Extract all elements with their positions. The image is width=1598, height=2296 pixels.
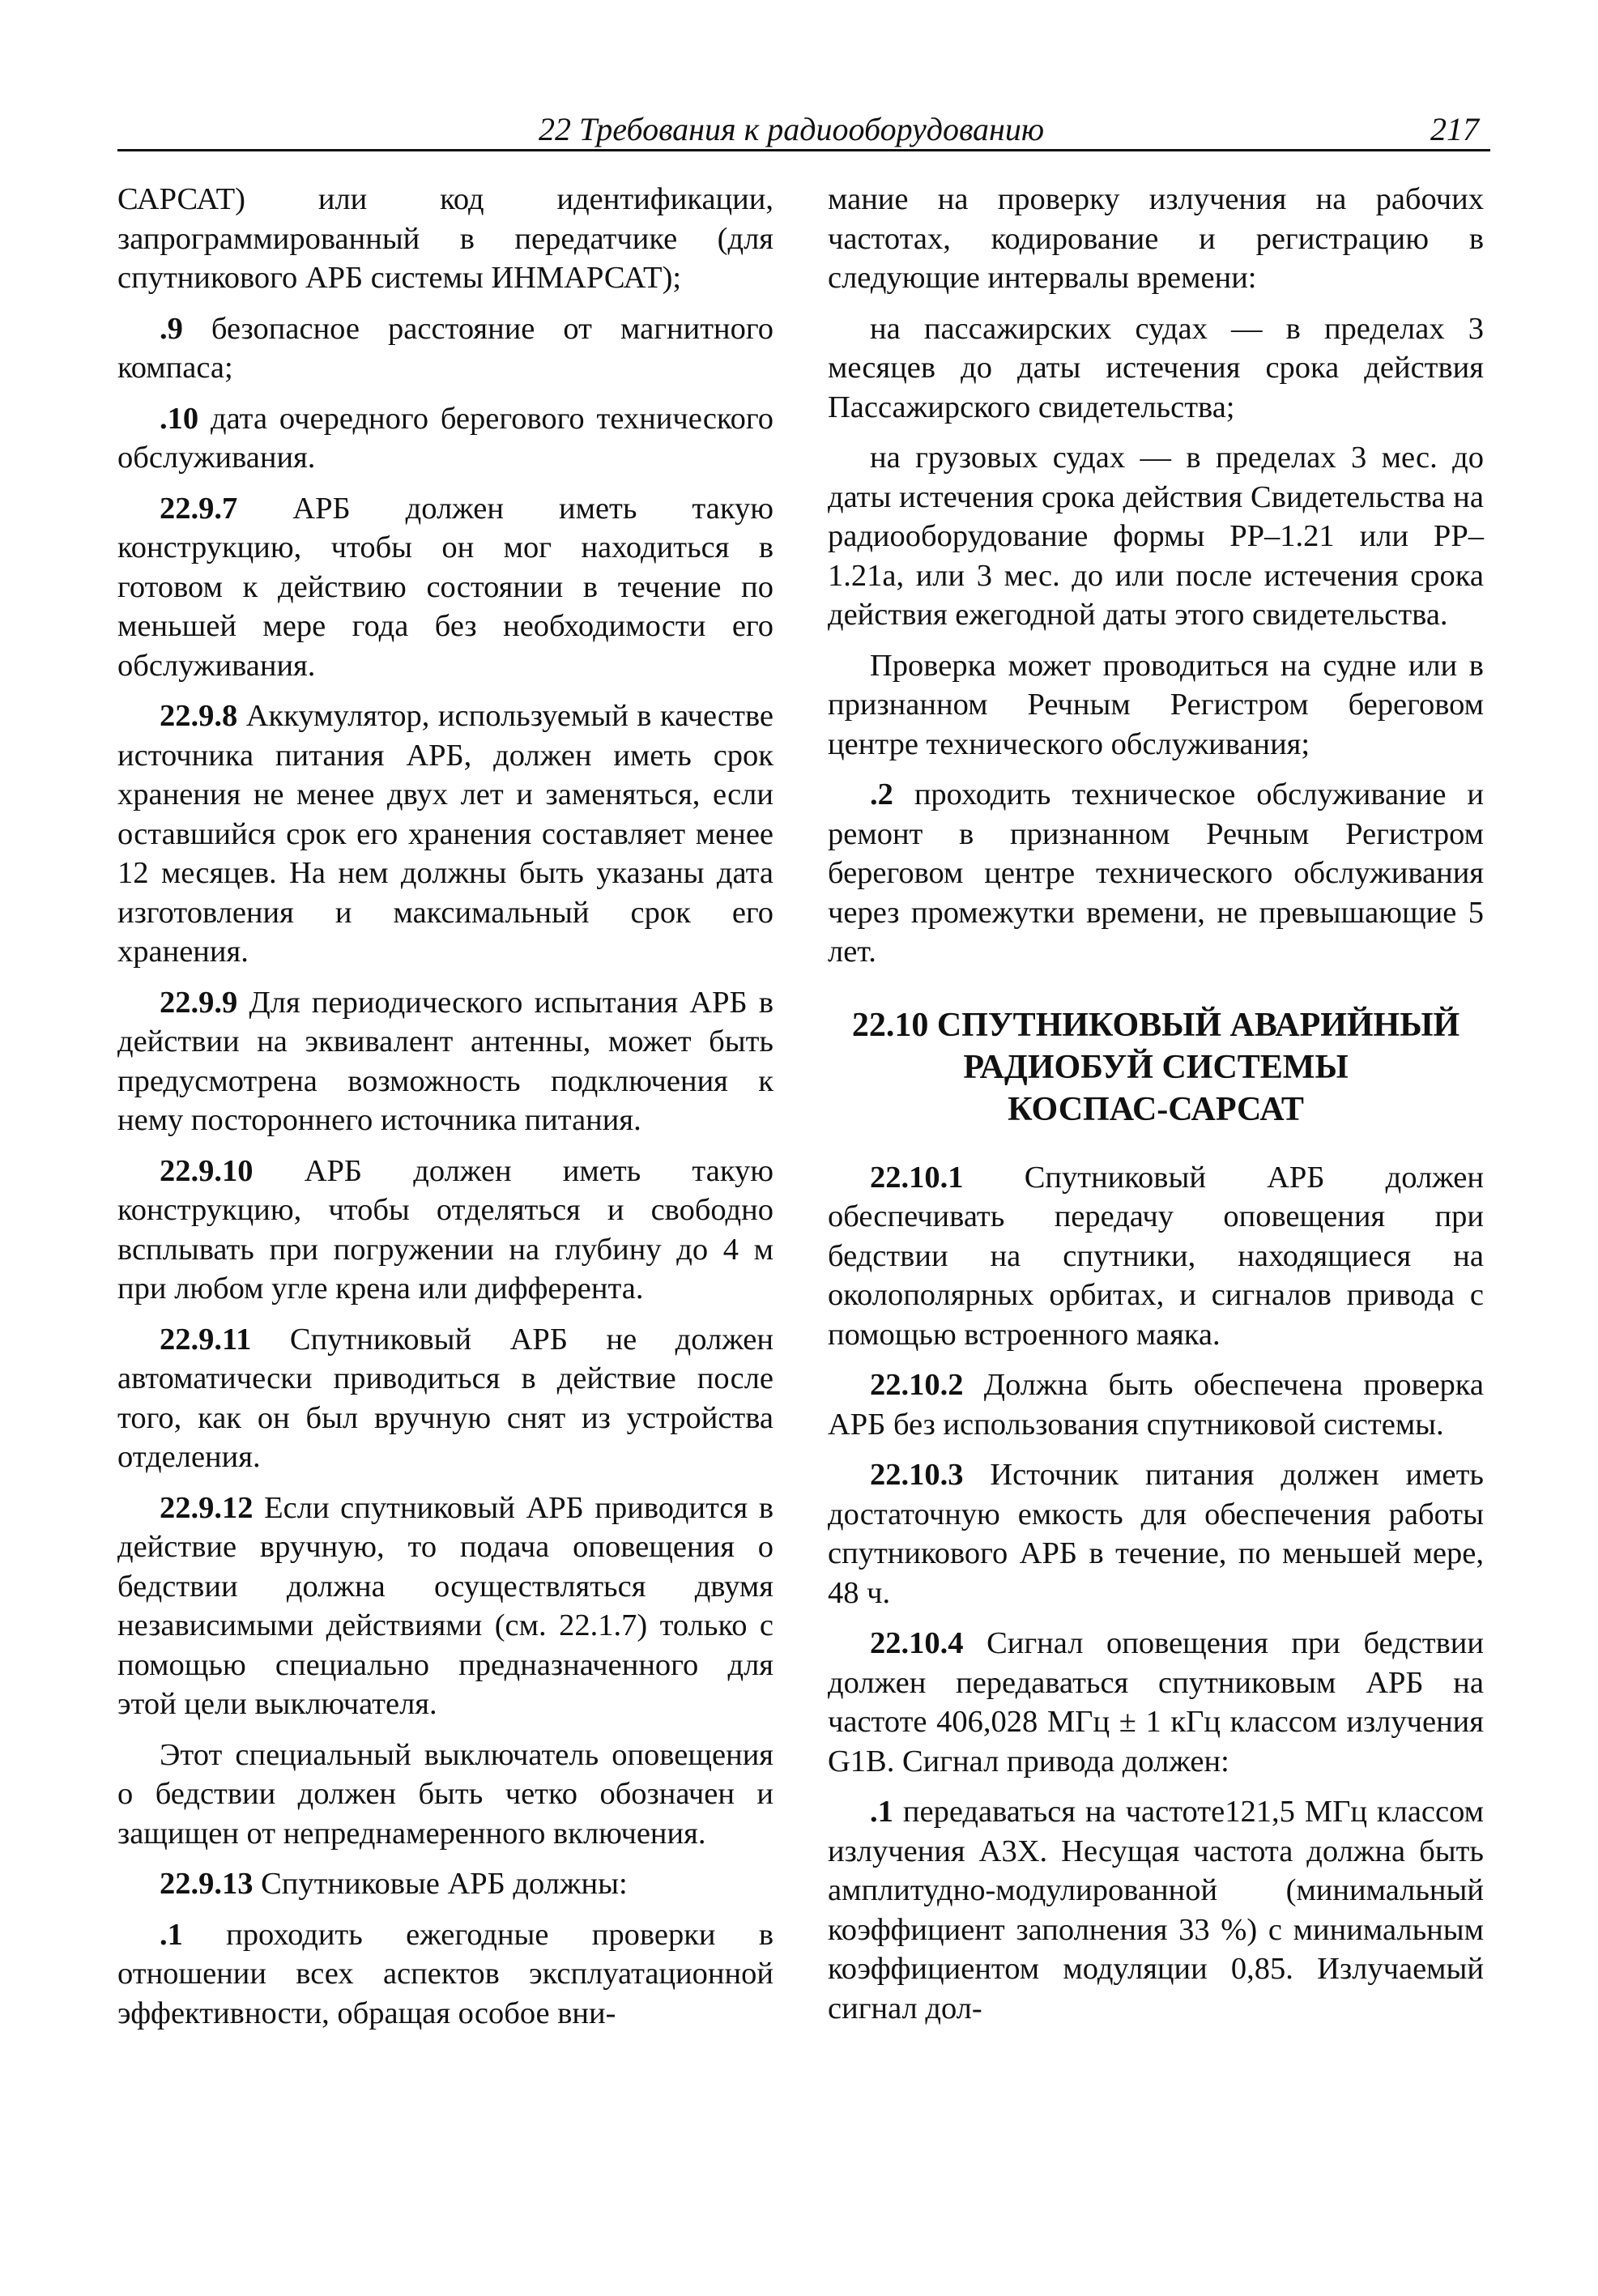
clause-22-10-3: 22.10.3 Источник питания должен иметь достаточную емкость для обеспечения работы спутникового АРБ в течение, по меньшей мере, 48 ч.: [828, 1458, 1484, 1610]
clause-22-10-1: 22.10.1 Спутниковый АРБ должен обеспечивать передачу оповещения при бедствии на спутники, находящиеся на околополярных орбитах, и сигналов привода с помощью встроенного маяка.: [828, 1160, 1484, 1352]
right-column: [828, 180, 1484, 2039]
clause-22-9-12: 22.9.12 Если спутниковый АРБ приводится в действие вручную, то подача оповещения о бедствии должна осуществляться двумя независимыми действиями (см. 22.1.7) только с помощью специально предназначенного для этой цели выключателя.: [117, 1490, 773, 1721]
list-item: .10 дата очередного берегового технического обслуживания.: [117, 401, 773, 475]
section-heading-line: 22.10 СПУТНИКОВЫЙ АВАРИЙНЫЙ: [851, 1006, 1460, 1044]
paragraph: Этот специальный выключатель оповещения о бедствии должен быть четко обозначен и защищен от непреднамеренного включения.: [117, 1737, 773, 1851]
page-header: [117, 104, 1490, 151]
section-heading-line: КОСПАС-САРСАТ: [1008, 1090, 1304, 1128]
clause-22-9-13: 22.9.13 Спутниковые АРБ должны:: [160, 1867, 628, 1901]
section-heading: [828, 1004, 1484, 1131]
clause-22-9-8: 22.9.8 Аккумулятор, используемый в качестве источника питания АРБ, должен иметь срок хранения не менее двух лет и заменяться, если оставшийся срок его хранения составляет менее 12 месяцев. На нем должны быть указаны дата изготовления и максимальный срок его хранения.: [117, 699, 773, 969]
page-number: 217: [1430, 111, 1479, 147]
list-item: .9 безопасное расстояние от магнитного компаса;: [117, 311, 773, 385]
paragraph: САРСАТ) или код идентификации, запрограммированный в передатчике (для спутникового АРБ системы ИНМАРСАТ);: [117, 182, 773, 295]
list-item: .1 передаваться на частоте121,5 МГц классом излучения A3X. Несущая частота должна быть амплитудно-модулированной (минимальный коэффициент заполнения 33 %) с минимальным коэффициентом модуляции 0,85. Излучаемый сигнал дол-: [828, 1795, 1484, 2026]
running-title: 22 Требования к радиооборудованию: [539, 111, 1045, 147]
paragraph: на грузовых судах — в пределах 3 мес. до даты истечения срока действия Свидетельства на радиооборудование формы РР–1.21 или РР–1.21а, или 3 мес. до или после истечения срока действия ежегодной даты этого свидетельства.: [828, 441, 1484, 632]
clause-22-9-11: 22.9.11 Спутниковый АРБ не должен автоматически приводиться в действие после того, как он был вручную снят из устройства отделения.: [117, 1322, 773, 1474]
clause-22-9-10: 22.9.10 АРБ должен иметь такую конструкцию, чтобы отделяться и свободно всплывать при погружении на глубину до 4 м при любом угле крена или дифферента.: [117, 1153, 773, 1306]
list-item: .2 проходить техническое обслуживание и ремонт в признанном Речным Регистром береговом центре технического обслуживания через промежутки времени, не превышающие 5 лет.: [828, 777, 1484, 969]
paragraph: на пассажирских судах — в пределах 3 месяцев до даты истечения срока действия Пассажирского свидетельства;: [828, 311, 1484, 424]
clause-22-9-9: 22.9.9 Для периодического испытания АРБ в действии на эквивалент антенны, может быть предусмотрена возможность подключения к нему постороннего источника питания.: [117, 985, 773, 1137]
left-column: [117, 180, 773, 2044]
paragraph: мание на проверку излучения на рабочих частотах, кодирование и регистрацию в следующие интервалы времени:: [828, 182, 1484, 295]
clause-22-9-7: 22.9.7 АРБ должен иметь такую конструкцию, чтобы он мог находиться в готовом к действию состоянии в течение по меньшей мере года без необходимости его обслуживания.: [117, 491, 773, 683]
paragraph: Проверка может проводиться на судне или в признанном Речным Регистром береговом центре технического обслуживания;: [828, 648, 1484, 761]
section-heading-line: РАДИОБУЙ СИСТЕМЫ: [963, 1048, 1349, 1086]
list-item: .1 проходить ежегодные проверки в отношении всех аспектов эксплуатационной эффективности, обращая особое вни-: [117, 1917, 773, 2030]
clause-22-10-4: 22.10.4 Сигнал оповещения при бедствии должен передаваться спутниковым АРБ на частоте 406,028 МГц ± 1 кГц классом излучения G1B. Сигнал привода должен:: [828, 1626, 1484, 1778]
clause-22-10-2: 22.10.2 Должна быть обеспечена проверка АРБ без использования спутниковой системы.: [828, 1368, 1484, 1442]
